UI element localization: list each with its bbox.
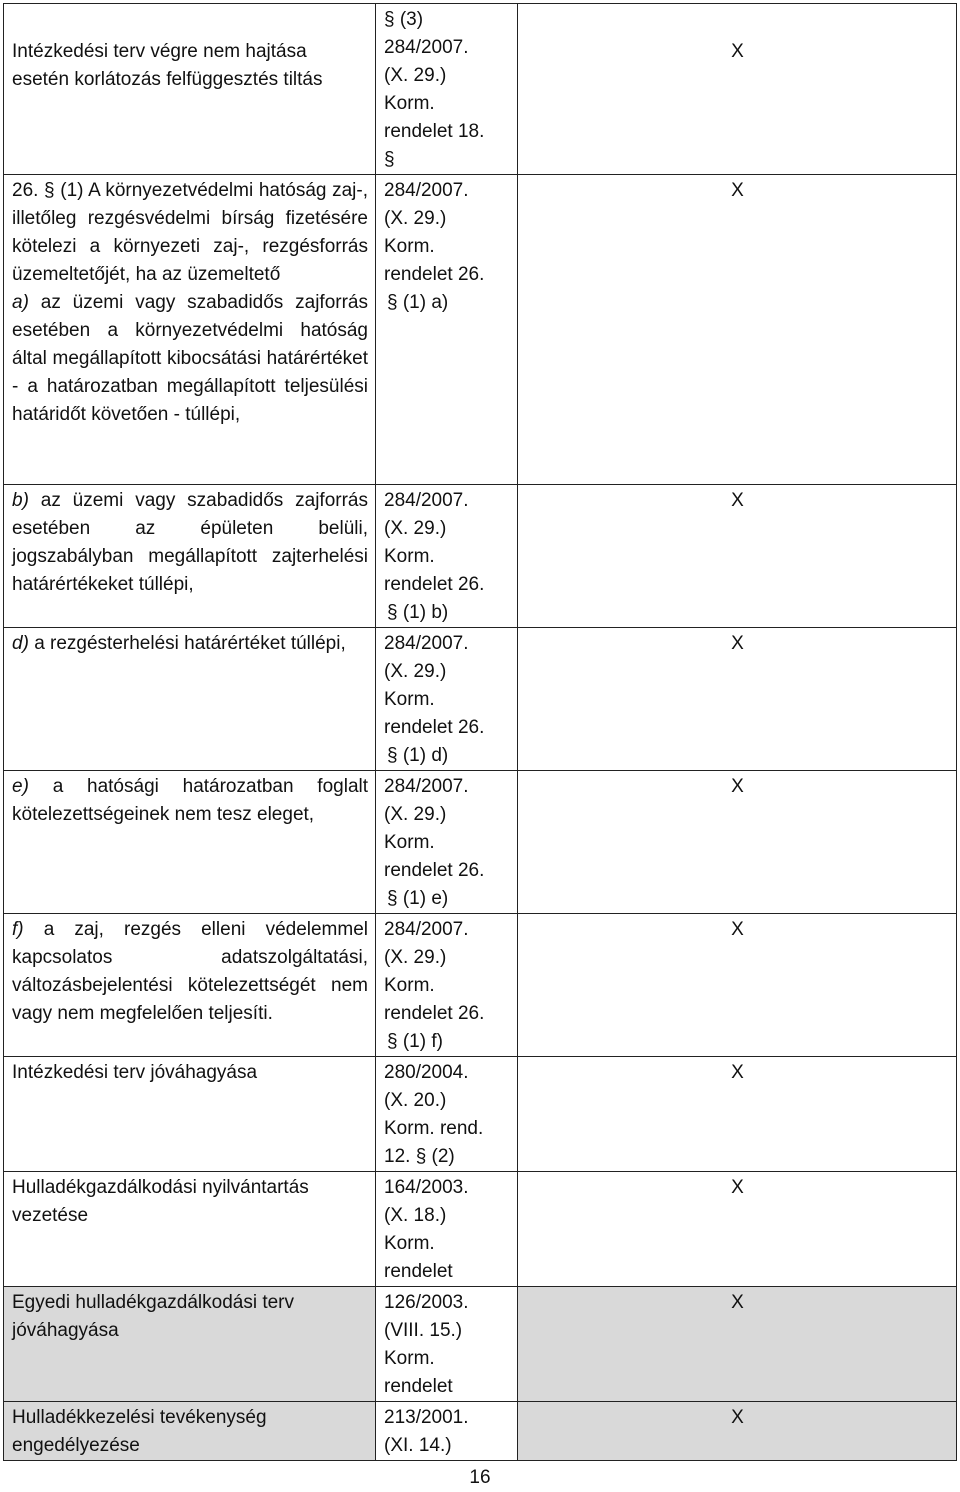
- ref-line: 164/2003.: [384, 1177, 469, 1198]
- point-text: a hatósági határozatban foglalt kötelezettségeinek nem tesz eleget,: [12, 776, 369, 825]
- requirement-cell: [4, 914, 376, 1057]
- ref-line: rendelet: [384, 1376, 453, 1397]
- point-text: az üzemi vagy szabadidős zajforrás esetében az épületen belüli, jogszabályban megállapított zajterhelési határértékeket túllépi,: [12, 490, 369, 595]
- requirement-cell: [4, 1057, 376, 1172]
- ref-line: 12. § (2): [384, 1146, 455, 1167]
- requirement-cell: [4, 1402, 376, 1461]
- ref-line: 213/2001.: [384, 1407, 469, 1428]
- ref-line: 284/2007.: [384, 37, 469, 58]
- applicability-cell: [518, 1287, 957, 1402]
- x-mark: X: [731, 41, 744, 62]
- legal-reference-cell: [376, 175, 518, 485]
- ref-line: 284/2007.: [384, 919, 469, 940]
- legal-reference-cell: [376, 1057, 518, 1172]
- requirement-text: Hulladékkezelési tevékenység engedélyezése: [12, 1407, 267, 1456]
- requirement-text: Hulladékgazdálkodási nyilvántartás vezetése: [12, 1177, 309, 1226]
- ref-line: rendelet 26.: [384, 717, 485, 738]
- legal-reference-cell: [376, 1287, 518, 1402]
- table-row: [4, 914, 957, 1057]
- ref-line: (VIII. 15.): [384, 1320, 463, 1341]
- ref-line: (X. 29.): [384, 208, 447, 229]
- ref-line: § (1) a): [387, 292, 449, 313]
- applicability-cell: [518, 485, 957, 628]
- ref-line: Korm. rend.: [384, 1118, 484, 1139]
- regulation-table: [3, 3, 957, 1461]
- ref-line: (X. 29.): [384, 65, 447, 86]
- ref-line: Korm.: [384, 236, 435, 257]
- ref-line: 126/2003.: [384, 1292, 469, 1313]
- requirement-text: Intézkedési terv jóváhagyása: [12, 1062, 258, 1083]
- ref-line: §: [384, 149, 395, 170]
- legal-reference-cell: [376, 1172, 518, 1287]
- applicability-cell: [518, 1172, 957, 1287]
- ref-line: (XI. 14.): [384, 1435, 452, 1456]
- ref-line: rendelet 26.: [384, 264, 485, 285]
- ref-line: (X. 18.): [384, 1205, 447, 1226]
- point-label: f): [12, 919, 24, 940]
- table-row: [4, 1172, 957, 1287]
- ref-line: § (1) d): [387, 745, 449, 766]
- ref-line: (X. 29.): [384, 661, 447, 682]
- ref-line: rendelet: [384, 1261, 453, 1282]
- point-label: e): [12, 776, 29, 797]
- point-label: a): [12, 292, 29, 313]
- ref-line: (X. 29.): [384, 804, 447, 825]
- applicability-cell: [518, 175, 957, 485]
- x-mark: X: [731, 633, 744, 654]
- legal-reference-cell: [376, 771, 518, 914]
- ref-line: rendelet 26.: [384, 574, 485, 595]
- legal-reference-cell: [376, 628, 518, 771]
- ref-line: 284/2007.: [384, 490, 469, 511]
- ref-line: § (3): [384, 9, 424, 30]
- ref-line: § (1) f): [387, 1031, 443, 1052]
- page-number: 16: [469, 1467, 491, 1488]
- table-row: [4, 628, 957, 771]
- ref-line: Korm.: [384, 689, 435, 710]
- table-row: [4, 485, 957, 628]
- x-mark: X: [731, 1292, 744, 1313]
- table-row: [4, 1057, 957, 1172]
- legal-reference-cell: [376, 4, 518, 175]
- legal-reference-cell: [376, 1402, 518, 1461]
- point-label: d): [12, 633, 29, 654]
- legal-reference-cell: [376, 485, 518, 628]
- ref-line: Korm.: [384, 1233, 435, 1254]
- requirement-cell: [4, 1172, 376, 1287]
- applicability-cell: [518, 771, 957, 914]
- ref-line: 280/2004.: [384, 1062, 469, 1083]
- table-row: [4, 175, 957, 485]
- ref-line: (X. 20.): [384, 1090, 447, 1111]
- point-text: a rezgésterhelési határértéket túllépi,: [34, 633, 346, 654]
- ref-line: (X. 29.): [384, 518, 447, 539]
- applicability-cell: [518, 628, 957, 771]
- legal-reference-cell: [376, 914, 518, 1057]
- requirement-cell: [4, 1287, 376, 1402]
- requirement-text: Intézkedési terv végre nem hajtása esetén korlátozás felfüggesztés tiltás: [12, 41, 323, 90]
- ref-line: 284/2007.: [384, 633, 469, 654]
- requirement-cell: [4, 771, 376, 914]
- requirement-text: Egyedi hulladékgazdálkodási terv jóváhagyása: [12, 1292, 295, 1341]
- ref-line: (X. 29.): [384, 947, 447, 968]
- applicability-cell: [518, 4, 957, 175]
- requirement-cell: [4, 175, 376, 485]
- point-label: b): [12, 490, 29, 511]
- point-text: a zaj, rezgés elleni védelemmel kapcsolatos adatszolgáltatási, változásbejelentési kötelezettségét nem vagy nem megfelelően teljesíti.: [12, 919, 369, 1024]
- ref-line: 284/2007.: [384, 776, 469, 797]
- x-mark: X: [731, 490, 744, 511]
- ref-line: rendelet 26.: [384, 1003, 485, 1024]
- ref-line: 284/2007.: [384, 180, 469, 201]
- x-mark: X: [731, 180, 744, 201]
- ref-line: rendelet 26.: [384, 860, 485, 881]
- ref-line: Korm.: [384, 1348, 435, 1369]
- table-row: [4, 1402, 957, 1461]
- applicability-cell: [518, 1402, 957, 1461]
- x-mark: X: [731, 919, 744, 940]
- paragraph-point: [12, 289, 368, 429]
- ref-line: Korm.: [384, 832, 435, 853]
- ref-line: Korm.: [384, 975, 435, 996]
- point-text: az üzemi vagy szabadidős zajforrás esetében a környezetvédelmi hatóság által megállapított kibocsátási határértéket - a határozatban megállapított teljesülési határidőt követően - túllépi,: [12, 292, 369, 425]
- ref-line: Korm.: [384, 546, 435, 567]
- x-mark: X: [731, 1177, 744, 1198]
- table-row: [4, 4, 957, 175]
- ref-line: rendelet 18.: [384, 121, 485, 142]
- table-row: [4, 1287, 957, 1402]
- x-mark: X: [731, 1407, 744, 1428]
- ref-line: § (1) e): [387, 888, 449, 909]
- requirement-cell: [4, 628, 376, 771]
- ref-line: Korm.: [384, 93, 435, 114]
- ref-line: § (1) b): [387, 602, 449, 623]
- x-mark: X: [731, 1062, 744, 1083]
- requirement-cell: [4, 485, 376, 628]
- table-row: [4, 771, 957, 914]
- applicability-cell: [518, 914, 957, 1057]
- applicability-cell: [518, 1057, 957, 1172]
- x-mark: X: [731, 776, 744, 797]
- paragraph-intro: 26. § (1) A környezetvédelmi hatóság zaj-, illetőleg rezgésvédelmi bírság fizetésére kötelezi a környezeti zaj-, rezgésforrás üzemeltetőjét, ha az üzemeltető: [12, 180, 368, 285]
- requirement-cell: [4, 4, 376, 175]
